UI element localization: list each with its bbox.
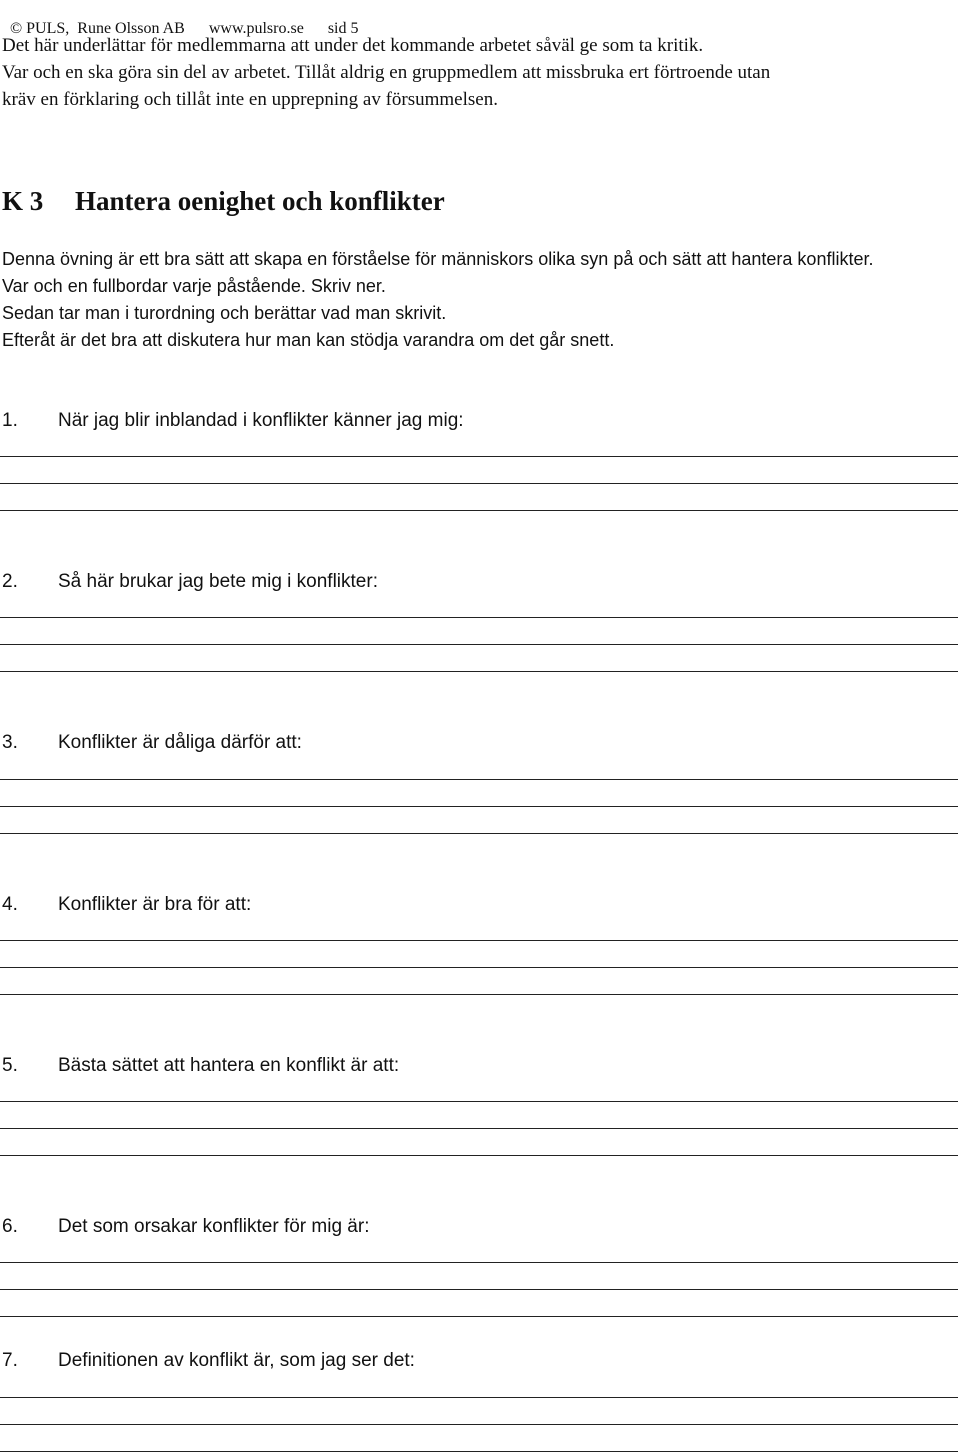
question-text: Konflikter är bra för att: xyxy=(58,894,252,915)
section-heading xyxy=(2,186,445,217)
question-number: 7. xyxy=(2,1350,18,1371)
answer-line[interactable] xyxy=(0,1451,958,1452)
answer-line[interactable] xyxy=(0,1316,958,1317)
intro-line: Denna övning är ett bra sätt att skapa en förståelse för människors olika syn på och sätt att hantera konflikter. xyxy=(2,249,874,269)
intro-line: Efteråt är det bra att diskutera hur man kan stödja varandra om det går snett. xyxy=(2,330,615,350)
intro-text xyxy=(2,246,952,354)
answer-line[interactable] xyxy=(0,671,958,672)
answer-line[interactable] xyxy=(0,1424,958,1425)
answer-line[interactable] xyxy=(0,1397,958,1398)
answer-line[interactable] xyxy=(0,483,958,484)
question-text: Konflikter är dåliga därför att: xyxy=(58,732,302,753)
paragraph-line: Var och en ska göra sin del av arbetet. Tillåt aldrig en gruppmedlem att missbruka ert förtroende utan xyxy=(2,62,771,83)
question-5 xyxy=(2,1055,399,1077)
top-paragraph xyxy=(2,32,958,113)
question-3 xyxy=(2,732,302,754)
website-url: www.pulsro.se xyxy=(208,20,304,37)
question-text: Bästa sättet att hantera en konflikt är att: xyxy=(58,1055,400,1076)
copyright-text: © PULS, Rune Olsson AB xyxy=(10,20,185,37)
answer-line[interactable] xyxy=(0,1101,958,1102)
question-number: 4. xyxy=(2,894,18,915)
question-6 xyxy=(2,1216,369,1238)
paragraph-line: Det här underlättar för medlemmarna att under det kommande arbetet såväl ge som ta kritik. xyxy=(2,35,704,56)
question-1 xyxy=(2,410,464,432)
question-7 xyxy=(2,1350,415,1372)
answer-line[interactable] xyxy=(0,510,958,511)
intro-line: Sedan tar man i turordning och berättar vad man skrivit. xyxy=(2,303,447,323)
question-text: Så här brukar jag bete mig i konflikter: xyxy=(58,571,378,592)
answer-line[interactable] xyxy=(0,806,958,807)
question-number: 3. xyxy=(2,732,18,753)
intro-line: Var och en fullbordar varje påstående. Skriv ner. xyxy=(2,276,386,296)
answer-line[interactable] xyxy=(0,1128,958,1129)
paragraph-line: kräv en förklaring och tillåt inte en upprepning av försummelsen. xyxy=(2,89,498,110)
question-text: Det som orsakar konflikter för mig är: xyxy=(58,1216,370,1237)
answer-line[interactable] xyxy=(0,833,958,834)
answer-line[interactable] xyxy=(0,617,958,618)
page-number: sid 5 xyxy=(327,20,359,37)
answer-line[interactable] xyxy=(0,1262,958,1263)
question-text: Definitionen av konflikt är, som jag ser det: xyxy=(58,1350,415,1371)
answer-line[interactable] xyxy=(0,456,958,457)
question-number: 2. xyxy=(2,571,18,592)
answer-line[interactable] xyxy=(0,940,958,941)
question-text: När jag blir inblandad i konflikter känner jag mig: xyxy=(58,410,464,431)
question-2 xyxy=(2,571,378,593)
question-number: 1. xyxy=(2,410,18,431)
answer-line[interactable] xyxy=(0,644,958,645)
question-4 xyxy=(2,894,251,916)
section-number: K 3 xyxy=(2,186,44,216)
question-number: 6. xyxy=(2,1216,18,1237)
answer-line[interactable] xyxy=(0,994,958,995)
section-title: Hantera oenighet och konflikter xyxy=(75,186,445,216)
answer-line[interactable] xyxy=(0,967,958,968)
answer-line[interactable] xyxy=(0,1155,958,1156)
answer-line[interactable] xyxy=(0,1289,958,1290)
answer-line[interactable] xyxy=(0,779,958,780)
question-number: 5. xyxy=(2,1055,18,1076)
